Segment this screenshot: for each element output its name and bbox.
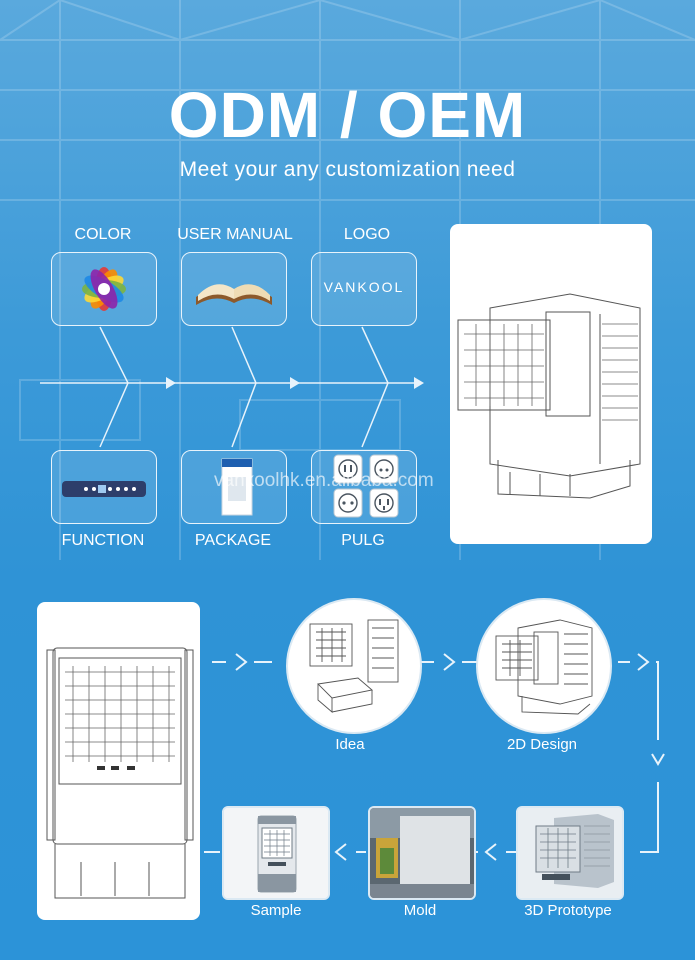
- control-panel-icon: [52, 451, 156, 523]
- 3d-prototype-icon: [518, 808, 622, 898]
- air-cooler-sketch: [450, 224, 652, 544]
- option-label-logo: LOGO: [343, 226, 391, 243]
- option-function[interactable]: [51, 450, 157, 524]
- product-sketch-panel: [450, 224, 652, 544]
- vankool-logo-text: VANKOOL: [323, 279, 405, 295]
- sample-cooler-icon: [224, 808, 328, 898]
- option-label-user-manual: USER MANUAL: [177, 226, 293, 243]
- idea-sketch-icon: [288, 600, 420, 732]
- option-label-plug: PULG: [341, 532, 385, 549]
- option-user-manual[interactable]: [181, 252, 287, 326]
- fishbone-connector: [0, 325, 450, 455]
- step-sample-image: [222, 806, 330, 900]
- step-label-mold: Mold: [403, 902, 437, 919]
- step-label-3d-prototype: 3D Prototype: [524, 902, 612, 919]
- step-idea-image: [286, 598, 422, 734]
- 2d-design-sketch-icon: [478, 600, 610, 732]
- option-label-package: PACKAGE: [194, 532, 272, 549]
- open-book-icon: [182, 253, 286, 325]
- option-color[interactable]: [51, 252, 157, 326]
- step-mold-image: [368, 806, 476, 900]
- page-subtitle: Meet your any customization need: [179, 158, 516, 181]
- step-label-sample: Sample: [250, 902, 302, 919]
- step-label-2d-design: 2D Design: [506, 736, 578, 753]
- arrow-right-icon: [290, 377, 300, 389]
- option-logo[interactable]: [311, 252, 417, 326]
- option-label-function: FUNCTION: [61, 532, 145, 549]
- step-label-idea: Idea: [335, 736, 365, 753]
- watermark-text: vankoolhk.en.alibaba.com: [214, 470, 434, 491]
- arrow-right-icon: [166, 377, 176, 389]
- option-label-color: COLOR: [74, 226, 132, 243]
- step-2d-design-image: [476, 598, 612, 734]
- mold-machine-icon: [370, 808, 474, 898]
- page-title: ODM / OEM: [168, 79, 527, 151]
- step-3d-prototype-image: [516, 806, 624, 900]
- arrow-right-icon: [414, 377, 424, 389]
- color-wheel-icon: [52, 253, 156, 325]
